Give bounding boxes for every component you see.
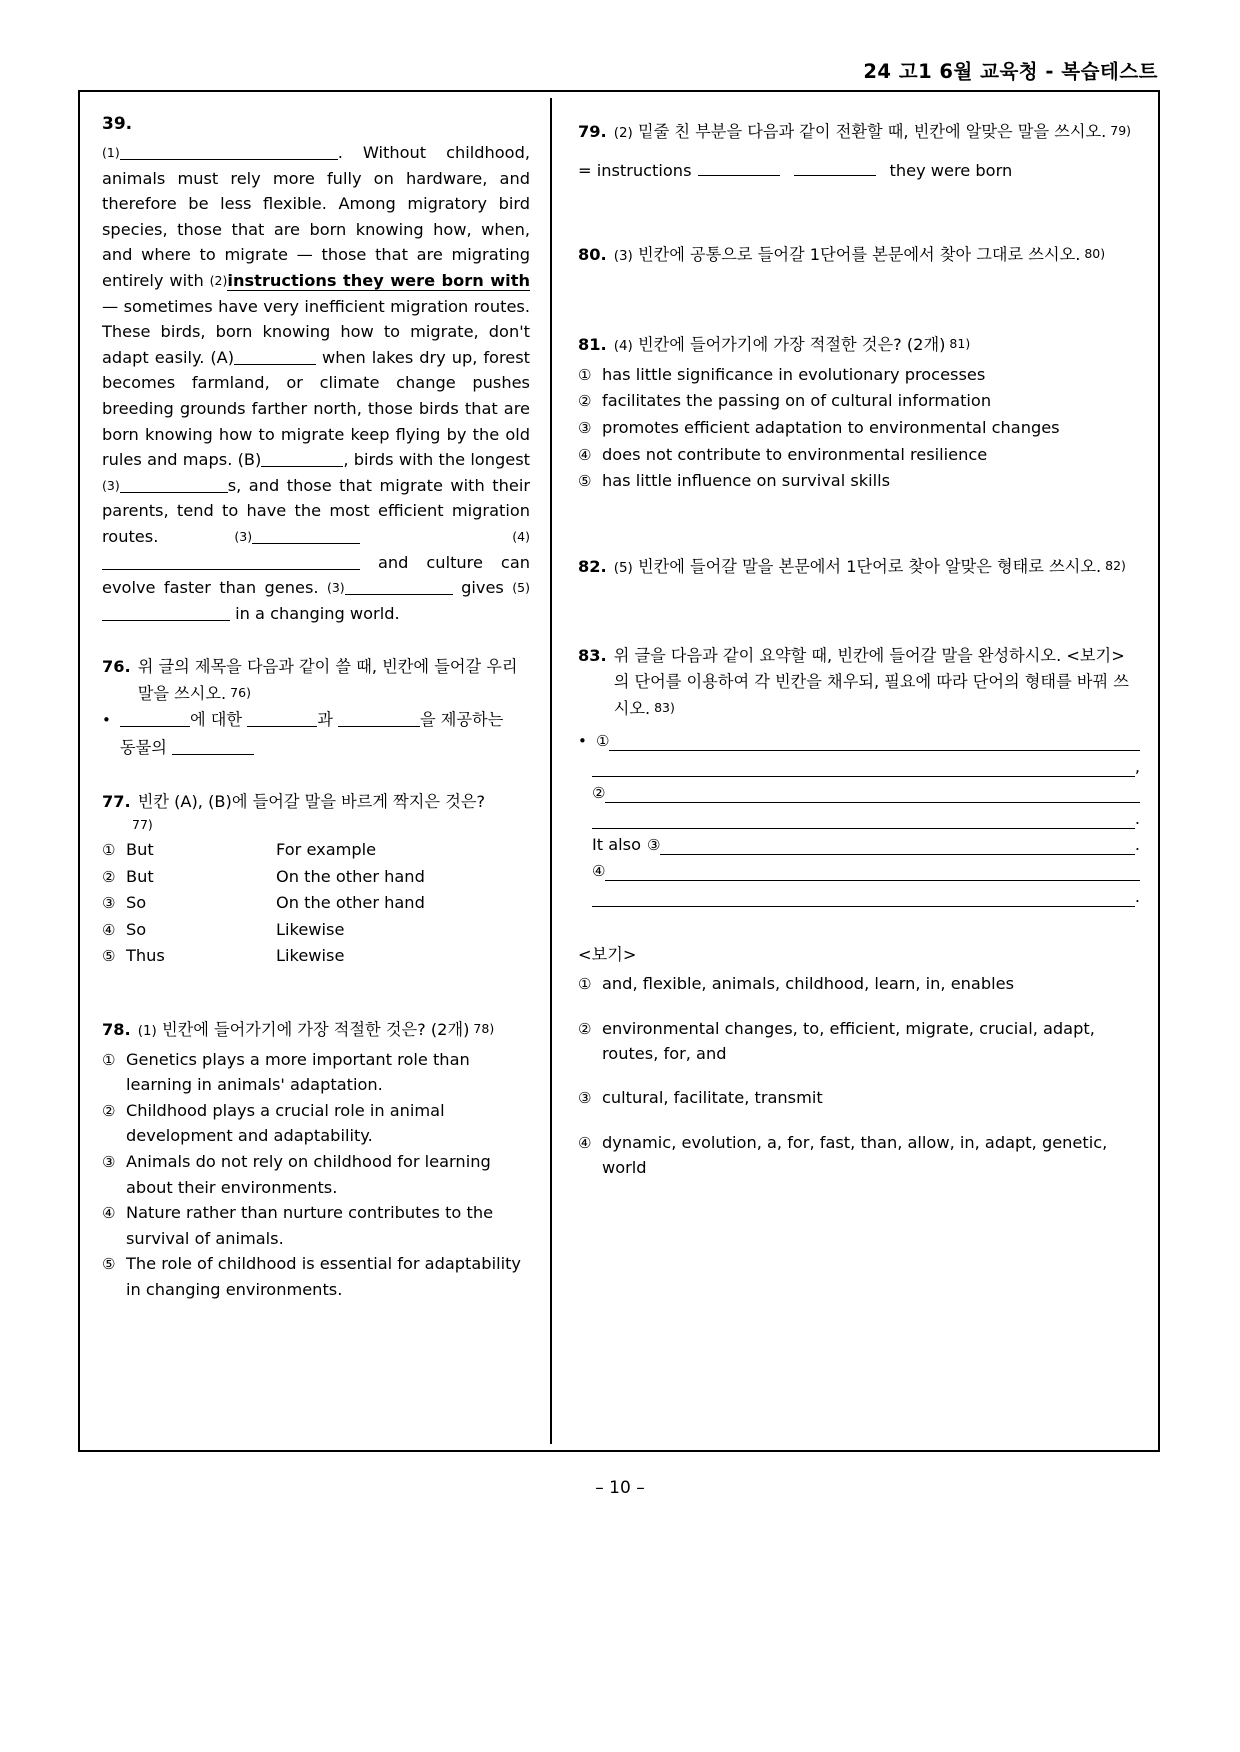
- answer-marker-4: ④: [592, 862, 606, 881]
- question-83-number: 83.: [578, 646, 607, 666]
- option-b-text: For example: [276, 840, 377, 860]
- question-81-head: [578, 331, 1140, 360]
- blank-marker-3b: (3): [234, 528, 253, 544]
- option-text: The role of childhood is essential for adaptability in changing environments.: [126, 1254, 522, 1299]
- option-marker: ③: [102, 1153, 116, 1171]
- word-bank-item: [578, 1085, 1140, 1112]
- word-bank-marker: ③: [578, 1088, 592, 1107]
- question-83: [578, 643, 1140, 907]
- q83-lead-it-also: It also: [592, 835, 642, 855]
- passage-blank-3c: [345, 580, 453, 595]
- question-83-answer-3: [578, 835, 1140, 855]
- option-b-text: On the other hand: [276, 893, 425, 913]
- question-78-paren: (1): [137, 1023, 157, 1040]
- question-82-head: [578, 553, 1140, 582]
- option-item[interactable]: [102, 1098, 530, 1149]
- question-82-prompt: [614, 553, 1140, 582]
- word-bank-text: cultural, facilitate, transmit: [602, 1087, 823, 1107]
- question-79: [578, 118, 1140, 181]
- question-79-head: [578, 118, 1140, 147]
- question-80-ref: 80): [1084, 245, 1106, 261]
- option-item[interactable]: [578, 442, 1140, 469]
- passage-text-5: s, and those that migrate with their parents, tend to have the most efficient migration routes.: [102, 475, 530, 546]
- word-bank-text: environmental changes, to, efficient, migrate, crucial, adapt, routes, for, and: [602, 1018, 1095, 1064]
- right-column: [552, 92, 1158, 1450]
- q83-period-1: .: [1134, 809, 1140, 829]
- blank-marker-4: (4): [512, 528, 530, 544]
- option-item[interactable]: [102, 1251, 530, 1302]
- option-marker: ⑤: [102, 947, 116, 966]
- reading-passage: [102, 140, 530, 626]
- option-item[interactable]: [102, 1047, 530, 1098]
- option-text: promotes efficient adaptation to environmental changes: [602, 417, 1060, 437]
- option-item[interactable]: [102, 1149, 530, 1200]
- question-81-prompt: [614, 331, 1140, 360]
- q76-blank-3[interactable]: [338, 712, 420, 727]
- blank-marker-2: (2): [209, 272, 228, 288]
- bullet-icon: •: [102, 711, 111, 730]
- q83-comma: ,: [1134, 757, 1140, 777]
- q83-answer-rule-3[interactable]: [660, 837, 1134, 855]
- option-text: Genetics plays a more important role than learning in animals' adaptation.: [126, 1049, 470, 1095]
- question-81-ref: 81): [949, 336, 971, 352]
- question-83-prompt-text: 위 글을 다음과 같이 요약할 때, 빈칸에 들어갈 말을 완성하시오. <보기>의 단어를 이용하여 각 빈칸을 채우되, 필요에 따라 단어의 형태를 바꿔 쓰시오.: [613, 646, 1129, 718]
- q76-text-3: 을 제공하는: [420, 710, 504, 730]
- word-bank-text: dynamic, evolution, a, for, fast, than, allow, in, adapt, genetic, world: [602, 1132, 1108, 1178]
- option-body: [126, 837, 530, 863]
- question-77-prompt: 빈칸 (A), (B)에 들어갈 말을 바르게 짝지은 것은?: [137, 792, 486, 812]
- option-body: [126, 917, 530, 943]
- answer-marker-2: ②: [592, 784, 606, 803]
- question-79-answer-line: [578, 161, 1140, 181]
- q76-blank-4[interactable]: [172, 740, 254, 755]
- q83-answer-rule-1[interactable]: [609, 733, 1140, 751]
- passage-text-4: , birds with the longest: [343, 450, 530, 470]
- question-81-prompt-text: 빈칸에 들어가기에 가장 적절한 것은? (2개): [637, 335, 946, 355]
- question-79-ref: 79): [1110, 123, 1132, 138]
- q83-answer-rule-2b[interactable]: [592, 811, 1135, 829]
- option-marker: ①: [102, 1050, 116, 1069]
- option-a-text: Thus: [126, 946, 165, 966]
- word-bank-title: <보기>: [578, 945, 637, 965]
- question-80-prompt-text: 빈칸에 공통으로 들어갈 1단어를 본문에서 찾아 그대로 쓰시오.: [637, 244, 1081, 264]
- option-a-text: So: [126, 893, 147, 913]
- option-marker: ②: [102, 1101, 116, 1120]
- question-76-answer-body-1: [120, 706, 530, 733]
- question-76-prompt: [138, 654, 530, 706]
- option-text: Nature rather than nurture contributes to the survival of animals.: [126, 1203, 494, 1248]
- passage-blank-5: [102, 606, 230, 621]
- option-text: facilitates the passing on of cultural information: [602, 391, 992, 411]
- option-item[interactable]: [102, 864, 530, 891]
- answer-marker-1: ①: [596, 732, 610, 751]
- question-76-ref: 76): [230, 684, 251, 700]
- question-82-ref: 82): [1105, 557, 1126, 573]
- passage-text-7: gives: [452, 578, 513, 598]
- two-column-body: [80, 92, 1158, 1450]
- option-text: Animals do not rely on childhood for learning about their environments.: [126, 1152, 491, 1197]
- word-bank-item: [578, 1130, 1140, 1181]
- question-83-answer-4-cont: [578, 887, 1140, 907]
- option-item[interactable]: [102, 917, 530, 944]
- option-b-text: On the other hand: [276, 866, 425, 886]
- option-text: has little influence on survival skills: [602, 471, 891, 491]
- question-83-ref: 83): [654, 699, 675, 715]
- question-77-ref: 77): [132, 817, 153, 833]
- passage-underlined-phrase: instructions they were born with: [227, 270, 530, 290]
- option-marker: ①: [578, 365, 592, 384]
- question-83-head: [578, 643, 1140, 721]
- q83-answer-rule-2[interactable]: [605, 785, 1140, 803]
- option-marker: ④: [578, 445, 592, 464]
- page-header: 24 고1 6월 교육청 - 복습테스트: [863, 60, 1158, 83]
- option-marker: ②: [102, 867, 116, 886]
- question-78-head: [102, 1016, 530, 1045]
- passage-text-1: . Without childhood, animals must rely more fully on hardware, and therefore be less flexible. Among migratory bird species, those that are born knowing how, when, and where to migrate — those that are migrating entirely with: [102, 143, 530, 290]
- question-81-options: [578, 362, 1140, 495]
- option-body: [126, 890, 530, 916]
- question-79-prompt: [614, 118, 1140, 147]
- q83-period-2: .: [1134, 835, 1140, 855]
- option-b-text: Likewise: [276, 919, 345, 939]
- option-a-text: But: [126, 866, 154, 886]
- word-bank-text: and, flexible, animals, childhood, learn, in, enables: [602, 974, 1015, 994]
- option-text: does not contribute to environmental resilience: [602, 444, 988, 464]
- option-a-text: But: [126, 840, 154, 860]
- q83-answer-rule-4b[interactable]: [592, 889, 1135, 907]
- option-marker: ①: [102, 841, 116, 860]
- option-item[interactable]: [578, 468, 1140, 495]
- q83-answer-rule-4[interactable]: [605, 863, 1140, 881]
- passage-blank-3a: [120, 478, 228, 493]
- question-76-answer-line-1: [102, 706, 530, 734]
- question-78-prompt-text: 빈칸에 들어가기에 가장 적절한 것은? (2개): [161, 1020, 470, 1040]
- question-78-number: 78.: [102, 1020, 131, 1040]
- question-80: [578, 241, 1140, 270]
- word-bank-marker: ④: [578, 1133, 592, 1152]
- question-83-answer-1: [578, 731, 1140, 751]
- passage-text-2: — sometimes have very inefficient migration routes. These birds, born knowing how to migrate, don't adapt easily. (A): [102, 296, 530, 367]
- q76-text-2: 과: [317, 710, 338, 730]
- question-80-number: 80.: [578, 244, 607, 264]
- question-77: [102, 789, 530, 970]
- question-80-paren: (3): [613, 247, 633, 264]
- q76-blank-1[interactable]: [120, 712, 190, 727]
- option-body: [126, 864, 530, 890]
- option-b-text: Likewise: [276, 946, 345, 966]
- question-81-paren: (4): [613, 338, 633, 355]
- passage-blank-1: [120, 145, 338, 160]
- option-item[interactable]: [102, 1200, 530, 1251]
- question-77-number: 77.: [102, 792, 131, 812]
- option-item[interactable]: [578, 388, 1140, 415]
- blank-marker-3c: (3): [326, 580, 345, 596]
- q83-answer-rule-1b[interactable]: [592, 759, 1135, 777]
- passage-blank-B: [261, 452, 343, 467]
- question-76-head: [102, 654, 530, 706]
- blank-marker-3: (3): [102, 477, 120, 493]
- question-82-prompt-text: 빈칸에 들어갈 말을 본문에서 1단어로 찾아 알맞은 형태로 쓰시오.: [637, 556, 1102, 576]
- option-marker: ④: [102, 920, 116, 939]
- passage-text-8: in a changing world.: [230, 603, 400, 623]
- question-78: [102, 1016, 530, 1303]
- passage-text-3: when lakes dry up, forest becomes farmland, or climate change pushes breeding grounds farther north, those birds that are born knowing how to migrate keep flying by the old rules and maps. (B): [102, 347, 530, 470]
- question-80-head: [578, 241, 1140, 270]
- question-82-number: 82.: [578, 556, 607, 576]
- question-78-options: [102, 1047, 530, 1303]
- option-marker: ③: [578, 418, 592, 437]
- question-78-prompt: [138, 1016, 530, 1045]
- q76-text-1: 에 대한: [190, 710, 248, 730]
- option-marker: ②: [578, 392, 592, 411]
- q79-lead-text: = instructions: [578, 160, 692, 180]
- option-item[interactable]: [102, 837, 530, 864]
- question-81: [578, 331, 1140, 495]
- q83-period-3: .: [1134, 887, 1140, 907]
- option-item[interactable]: [102, 943, 530, 970]
- option-marker: ④: [102, 1204, 116, 1223]
- option-marker: ⑤: [102, 1255, 116, 1274]
- passage-text-6: and culture can evolve faster than genes.: [102, 552, 530, 598]
- option-item[interactable]: [578, 362, 1140, 389]
- bullet-icon: •: [578, 732, 587, 751]
- option-a-text: So: [126, 919, 147, 939]
- word-bank-marker: ①: [578, 975, 592, 994]
- question-76-prompt-text: 위 글의 제목을 다음과 같이 쓸 때, 빈칸에 들어갈 우리말을 쓰시오.: [137, 657, 518, 703]
- question-83-answer-1-cont: [578, 757, 1140, 777]
- option-marker: ⑤: [578, 472, 592, 491]
- question-78-ref: 78): [473, 1021, 495, 1037]
- question-82: [578, 553, 1140, 582]
- question-77-options: [102, 837, 530, 970]
- question-81-number: 81.: [578, 335, 607, 355]
- word-bank-marker: ②: [578, 1019, 592, 1038]
- q79-tail-text: they were born: [889, 160, 1013, 180]
- question-82-paren: (5): [613, 559, 633, 576]
- passage-blank-4: [102, 555, 360, 570]
- passage-number: 39.: [102, 114, 133, 134]
- question-80-prompt: [614, 241, 1140, 270]
- question-83-answer-4: [578, 861, 1140, 881]
- blank-marker-5: (5): [512, 580, 530, 596]
- question-83-prompt: [614, 643, 1140, 721]
- q79-blank-1[interactable]: [698, 161, 780, 176]
- word-bank-item: [578, 1016, 1140, 1067]
- option-marker: ③: [102, 894, 116, 913]
- option-item[interactable]: [578, 415, 1140, 442]
- passage-blank-A: [234, 350, 316, 365]
- word-bank-item: [578, 971, 1140, 998]
- question-76-answer-body-2: [120, 734, 530, 761]
- question-76-answer-line-2: [102, 734, 530, 761]
- q79-blank-2[interactable]: [794, 161, 876, 176]
- q76-text-4: 동물의: [120, 738, 173, 758]
- question-76: [102, 654, 530, 761]
- option-text: Childhood plays a crucial role in animal development and adaptability.: [126, 1100, 445, 1146]
- left-column: [80, 92, 550, 1450]
- answer-marker-3: ③: [647, 836, 661, 855]
- question-77-head: [102, 789, 530, 815]
- blank-marker-1: (1): [102, 145, 120, 160]
- option-item[interactable]: [102, 890, 530, 917]
- question-79-prompt-text: 밑줄 친 부분을 다음과 같이 전환할 때, 빈칸에 알맞은 말을 쓰시오.: [637, 122, 1107, 141]
- question-83-answer-2-cont: [578, 809, 1140, 829]
- question-79-paren: (2): [613, 125, 633, 141]
- q76-blank-2[interactable]: [247, 712, 317, 727]
- page-footer: – 10 –: [595, 1478, 645, 1498]
- question-83-answer-2: [578, 783, 1140, 803]
- passage-blank-3b: [252, 529, 360, 544]
- question-76-number: 76.: [102, 657, 131, 677]
- option-body: [126, 943, 530, 969]
- question-79-number: 79.: [578, 122, 607, 141]
- option-text: has little significance in evolutionary processes: [602, 364, 986, 384]
